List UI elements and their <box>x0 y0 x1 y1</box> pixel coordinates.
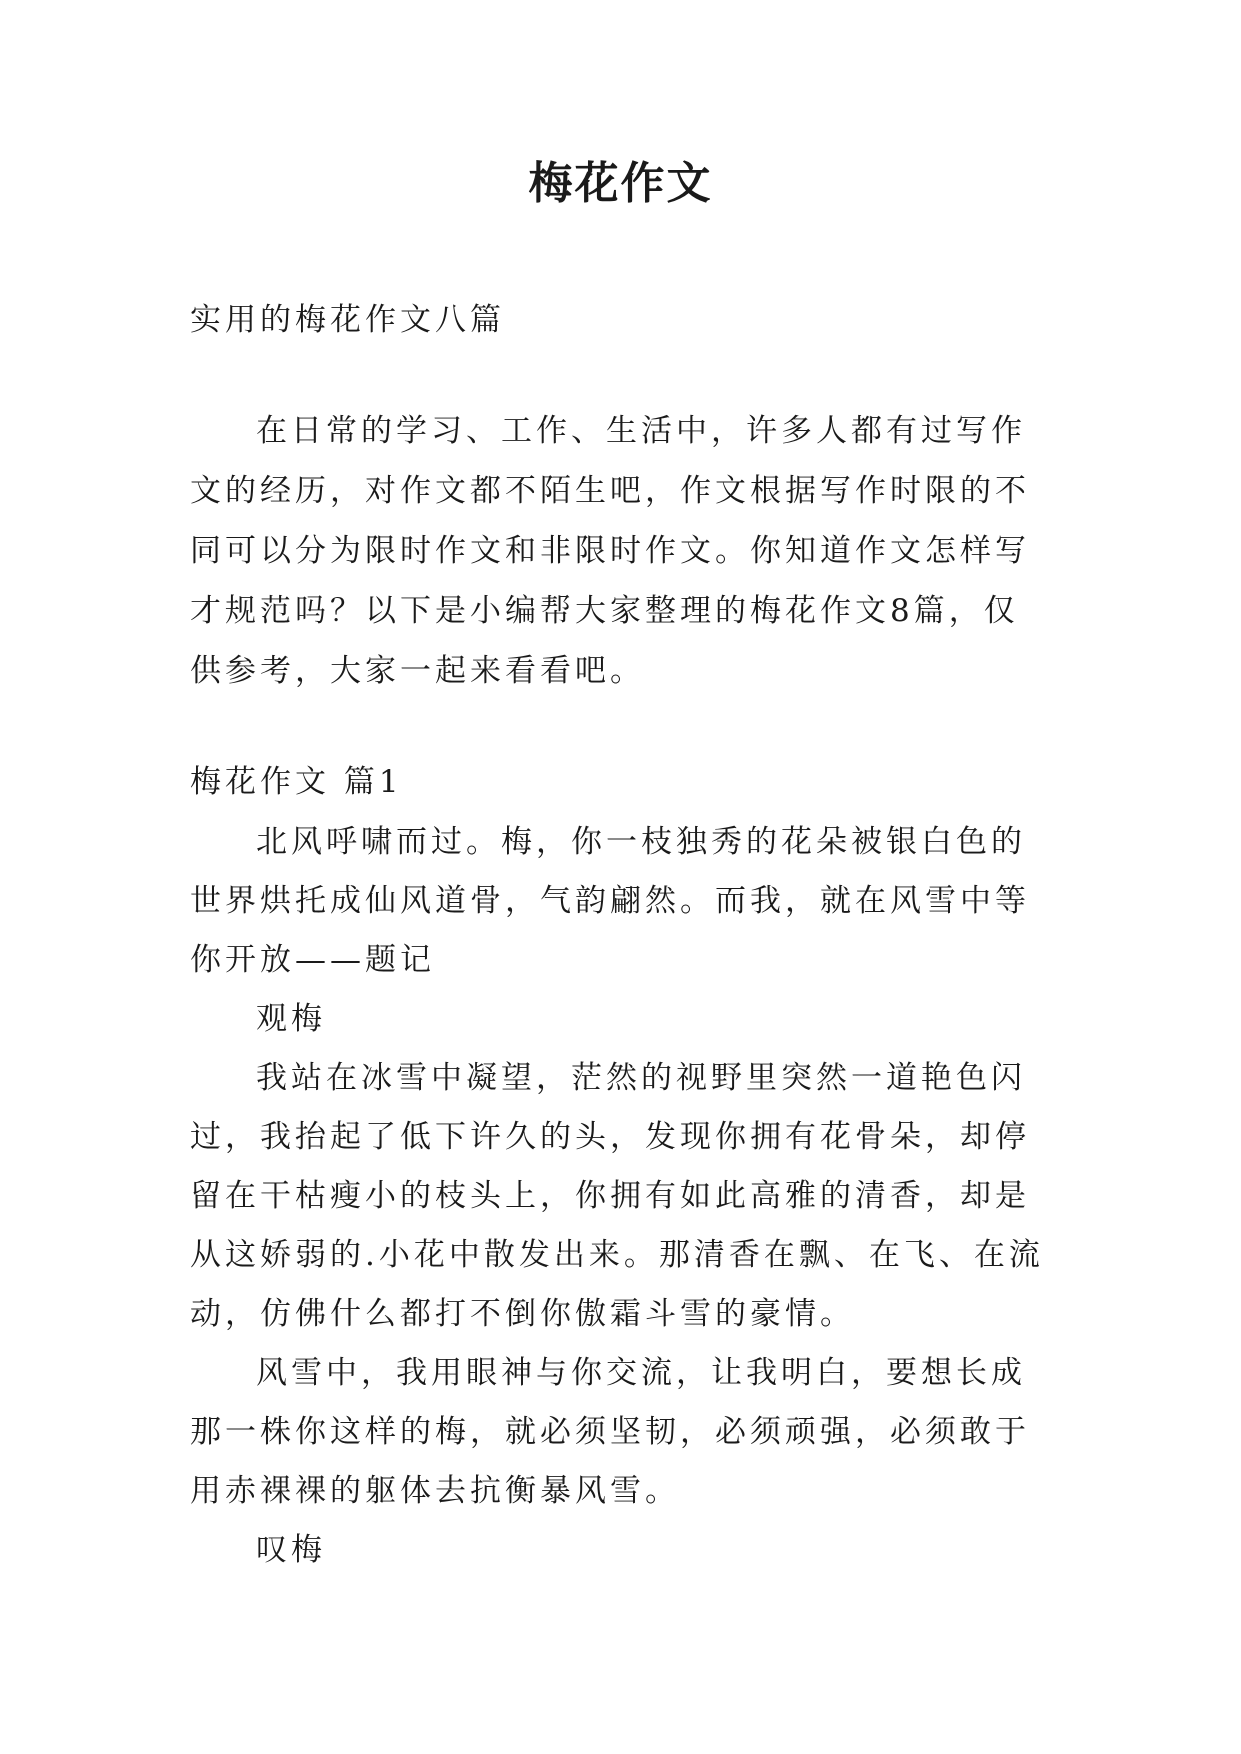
subtitle-text: 实用的梅花作文八篇 <box>190 302 505 338</box>
chapter-section-heading-tan-mei: 叹梅 <box>256 1532 326 1568</box>
chapter-paragraph: 我站在冰雪中凝望，茫然的视野里突然一道艳色闪过，我抬起了低下许久的头，发现你拥有花骨朵，却停留在干枯瘦小的枝头上，你拥有如此高雅的清香，却是从这娇弱的.小花中散发出来。那清香在飘、在飞、在流动，仿佛什么都打不倒你傲霜斗雪的豪情。 <box>190 1060 1044 1332</box>
document-subtitle <box>190 290 1050 350</box>
chapter-section-heading-guan-mei: 观梅 <box>256 1001 326 1037</box>
chapter-title-text: 梅花作文 篇1 <box>190 764 403 800</box>
chapter-heading <box>190 752 1050 812</box>
chapter-body <box>190 813 1050 1580</box>
intro-paragraph <box>190 401 1050 701</box>
chapter-paragraph-epigraph: 北风呼啸而过。梅，你一枝独秀的花朵被银白色的世界烘托成仙风道骨，气韵翩然。而我，就在风雪中等你开放——题记 <box>190 824 1030 978</box>
chapter-paragraph: 风雪中，我用眼神与你交流，让我明白，要想长成那一株你这样的梅，就必须坚韧，必须顽强，必须敢于用赤裸裸的躯体去抗衡暴风雪。 <box>190 1355 1030 1509</box>
document-title: 梅花作文 <box>528 158 713 209</box>
intro-text: 在日常的学习、工作、生活中，许多人都有过写作文的经历，对作文都不陌生吧，作文根据写作时限的不同可以分为限时作文和非限时作文。你知道作文怎样写才规范吗？以下是小编帮大家整理的梅花作文8篇，仅供参考，大家一起来看看吧。 <box>190 413 1030 689</box>
